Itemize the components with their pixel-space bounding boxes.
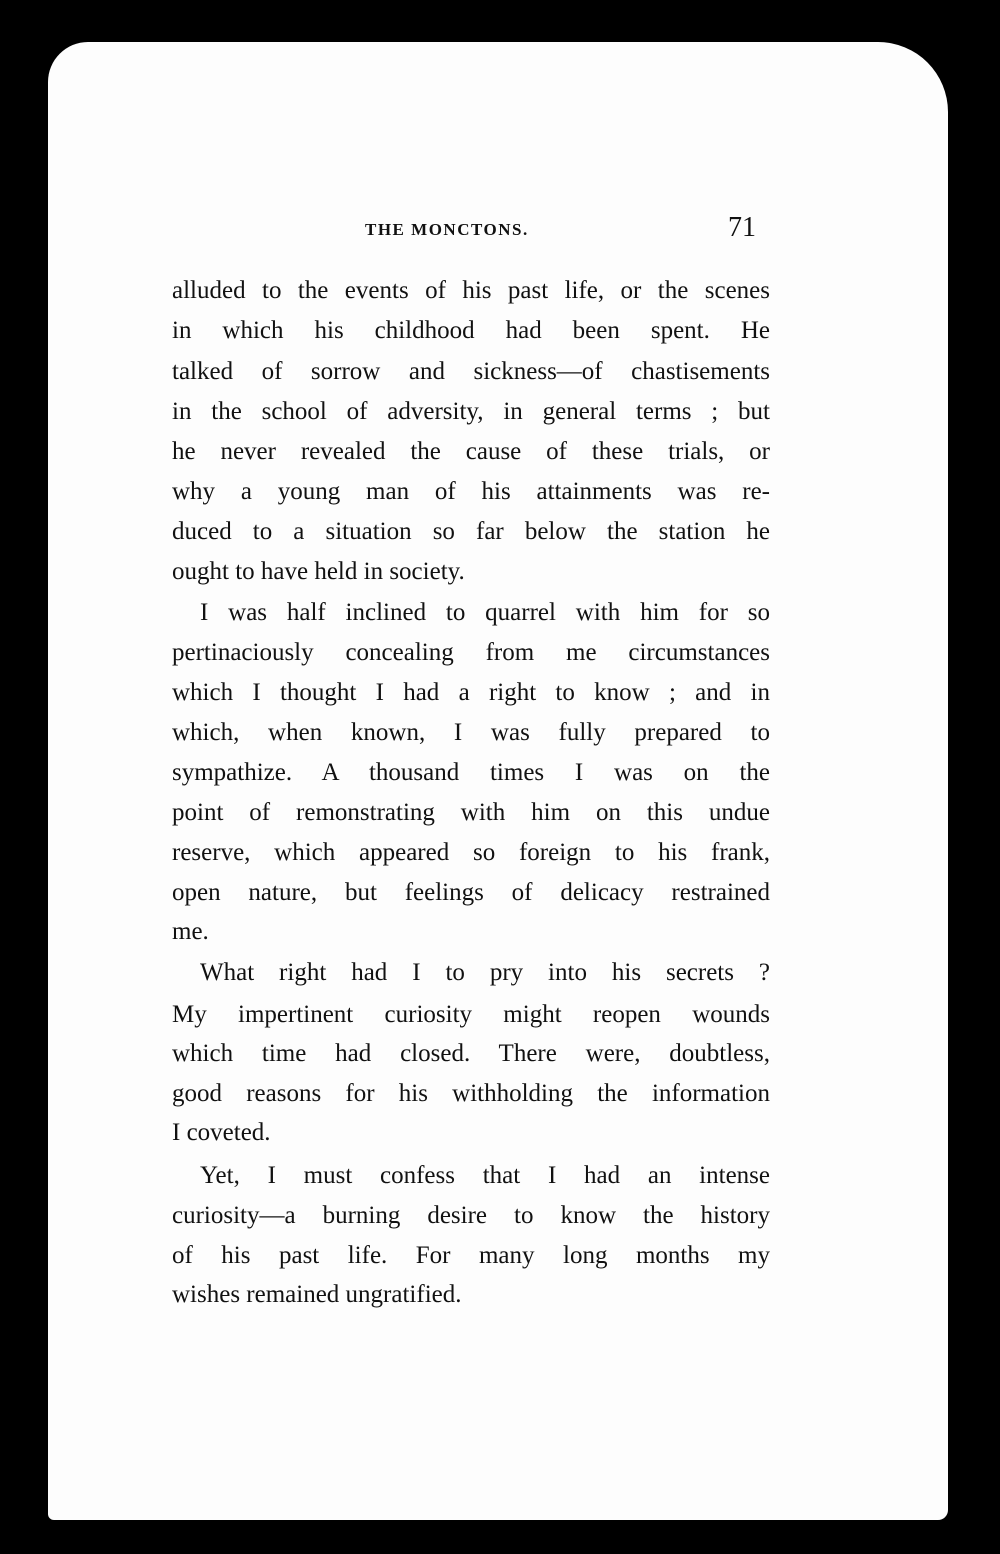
- text-line: open nature, but feelings of delicacy restrained: [172, 879, 770, 906]
- text-line: I was half inclined to quarrel with him for so: [200, 599, 770, 626]
- text-line: of his past life. For many long months my: [172, 1242, 770, 1269]
- text-line: ought to have held in society.: [172, 558, 465, 585]
- text-line: wishes remained ungratified.: [172, 1281, 462, 1308]
- text-line: me.: [172, 918, 209, 945]
- text-line: alluded to the events of his past life, or the scenes: [172, 277, 770, 304]
- text-line: Yet, I must confess that I had an intense: [200, 1162, 770, 1189]
- text-line: curiosity—a burning desire to know the history: [172, 1202, 770, 1229]
- text-line: why a young man of his attainments was re-: [172, 478, 770, 505]
- text-line: which, when known, I was fully prepared to: [172, 719, 770, 746]
- text-line: I coveted.: [172, 1119, 271, 1146]
- text-line: point of remonstrating with him on this undue: [172, 799, 770, 826]
- text-line: which I thought I had a right to know ; and in: [172, 679, 770, 706]
- text-line: My impertinent curiosity might reopen wounds: [172, 1001, 770, 1028]
- text-line: duced to a situation so far below the station he: [172, 518, 770, 545]
- text-line: reserve, which appeared so foreign to his frank,: [172, 839, 770, 866]
- text-line: sympathize. A thousand times I was on the: [172, 759, 770, 786]
- page-number: 71: [728, 212, 756, 243]
- running-title: THE MONCTONS.: [365, 220, 529, 239]
- text-line: in which his childhood had been spent. He: [172, 317, 770, 344]
- scan-border: [0, 40, 30, 1554]
- text-line: pertinaciously concealing from me circumstances: [172, 639, 770, 666]
- text-line: which time had closed. There were, doubtless,: [172, 1040, 770, 1067]
- text-line: in the school of adversity, in general terms ; but: [172, 398, 770, 425]
- text-line: talked of sorrow and sickness—of chastisements: [172, 358, 770, 385]
- text-line: he never revealed the cause of these trials, or: [172, 438, 770, 465]
- text-line: What right had I to pry into his secrets ?: [200, 959, 770, 986]
- text-line: good reasons for his withholding the information: [172, 1080, 770, 1107]
